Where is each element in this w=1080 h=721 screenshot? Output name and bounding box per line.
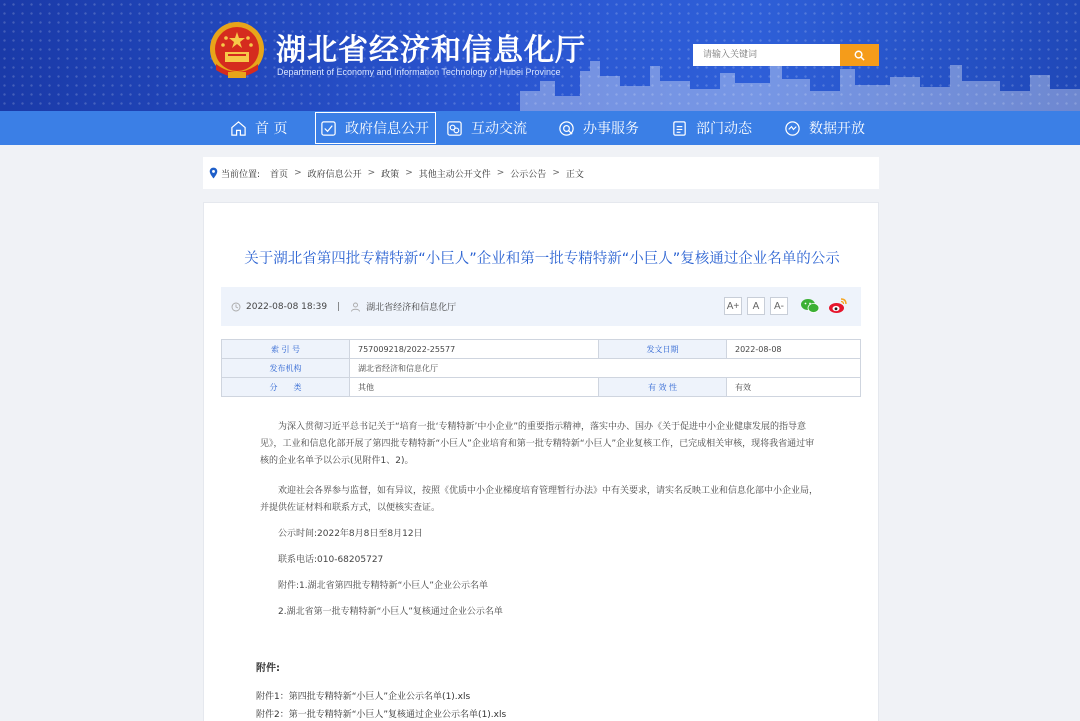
attachments-title: 附件: xyxy=(256,663,280,674)
nav-item-label: 首 页 xyxy=(255,121,288,137)
nav-item-interaction[interactable] xyxy=(446,111,527,145)
main-nav xyxy=(0,111,1080,145)
search-input[interactable] xyxy=(693,44,840,66)
font-increase-button[interactable]: A+ xyxy=(724,297,742,315)
clock-icon xyxy=(231,302,241,312)
breadcrumb-separator: > xyxy=(367,168,376,178)
breadcrumb-prefix: 当前位置: xyxy=(221,169,261,180)
validity-value: 有效 xyxy=(727,378,861,397)
nav-item-label: 互动交流 xyxy=(471,121,527,137)
nav-item-label: 数据开放 xyxy=(809,121,865,137)
breadcrumb-separator: > xyxy=(552,168,560,178)
body-paragraph: 为深入贯彻习近平总书记关于“培育一批‘专精特新’中小企业”的重要指示精神，落实中办、国办《关于促进中小企业健康发展的指导意见》，工业和信息化部开展了第四批专精特新“小巨人”企业培育和第一批专精特新“小巨人”企业复核工作，已完成相关审核，现将我省通过审核的企业名单予以公示(见附件1、2)。 xyxy=(260,422,815,466)
service-icon xyxy=(558,120,575,137)
breadcrumb-other-files[interactable]: 其他主动公开文件 xyxy=(418,169,491,180)
breadcrumb-separator: > xyxy=(405,168,413,178)
body-paragraph: 联系电话:010-68205727 xyxy=(278,555,384,565)
body-paragraph: 欢迎社会各界参与监督，如有异议，按照《优质中小企业梯度培育管理暂行办法》中有关要求，请实名反映工业和信息化部中小企业局，并提供佐证材料和联系方式，以便核实查证。 xyxy=(260,486,819,513)
breadcrumb xyxy=(203,157,879,189)
search-icon xyxy=(854,50,865,61)
nav-item-service[interactable] xyxy=(558,111,639,145)
body-paragraph: 附件:1.湖北省第四批专精特新“小巨人”企业公示名单 xyxy=(278,581,488,591)
category-label: 分 类 xyxy=(222,378,350,397)
meta-divider: | xyxy=(337,301,341,312)
breadcrumb-separator: > xyxy=(496,168,505,178)
body-paragraph: 公示时间:2022年8月8日至8月12日 xyxy=(278,529,423,539)
nav-item-data[interactable] xyxy=(784,111,865,145)
article-date: 2022-08-08 18:39 xyxy=(246,301,328,312)
home-icon xyxy=(230,120,247,137)
breadcrumb-home[interactable]: 首页 xyxy=(270,169,289,180)
news-icon xyxy=(671,120,688,137)
nav-item-label: 办事服务 xyxy=(583,121,639,137)
nav-item-label: 政府信息公开 xyxy=(345,121,429,137)
article-publisher: 湖北省经济和信息化厅 xyxy=(366,303,457,313)
wechat-icon[interactable] xyxy=(800,298,820,314)
body-paragraph: 2.湖北省第一批专精特新“小巨人”复核通过企业公示名单 xyxy=(278,607,503,617)
issue-date-value: 2022-08-08 xyxy=(727,340,861,359)
validity-label: 有 效 性 xyxy=(599,378,727,397)
article-meta-bar xyxy=(221,287,861,326)
site-subtitle: Department of Economy and Information Technology of Hubei Province xyxy=(277,67,561,77)
article-title: 关于湖北省第四批专精特新“小巨人”企业和第一批专精特新“小巨人”复核通过企业名单的公示 xyxy=(244,251,840,267)
publishing-org-value: 湖北省经济和信息化厅 xyxy=(350,359,861,378)
publishing-org-label: 发布机构 xyxy=(222,359,350,378)
nav-item-gov-info[interactable] xyxy=(315,112,436,144)
site-header xyxy=(0,0,1080,111)
gov-info-icon xyxy=(320,120,337,137)
breadcrumb-policy[interactable]: 政策 xyxy=(381,169,400,180)
site-title: 湖北省经济和信息化厅 xyxy=(276,33,586,68)
index-number-label: 索 引 号 xyxy=(222,340,350,359)
article-info-table xyxy=(221,339,861,397)
location-pin-icon xyxy=(209,167,218,179)
attachment-link[interactable]: 附件2：第一批专精特新“小巨人”复核通过企业公示名单(1).xls xyxy=(256,710,507,720)
weibo-icon[interactable] xyxy=(828,297,848,314)
breadcrumb-current: 正文 xyxy=(565,169,584,180)
interaction-icon xyxy=(446,120,463,137)
publisher-icon xyxy=(350,302,361,312)
breadcrumb-announcements[interactable]: 公示公告 xyxy=(510,169,547,180)
font-default-button[interactable]: A xyxy=(747,297,765,315)
breadcrumb-separator: > xyxy=(294,168,302,178)
nav-item-news[interactable] xyxy=(671,111,752,145)
category-value: 其他 xyxy=(350,378,599,397)
data-icon xyxy=(784,120,801,137)
index-number-value: 757009218/2022-25577 xyxy=(350,340,599,359)
article-panel xyxy=(203,202,879,721)
national-emblem-icon xyxy=(208,20,266,82)
nav-item-home[interactable] xyxy=(230,111,287,145)
attachment-link[interactable]: 附件1：第四批专精特新“小巨人”企业公示名单(1).xls xyxy=(256,692,471,702)
issue-date-label: 发文日期 xyxy=(599,340,727,359)
breadcrumb-gov-info[interactable]: 政府信息公开 xyxy=(307,169,362,180)
font-decrease-button[interactable]: A- xyxy=(770,297,788,315)
search-button[interactable] xyxy=(840,44,879,66)
nav-item-label: 部门动态 xyxy=(696,121,752,137)
